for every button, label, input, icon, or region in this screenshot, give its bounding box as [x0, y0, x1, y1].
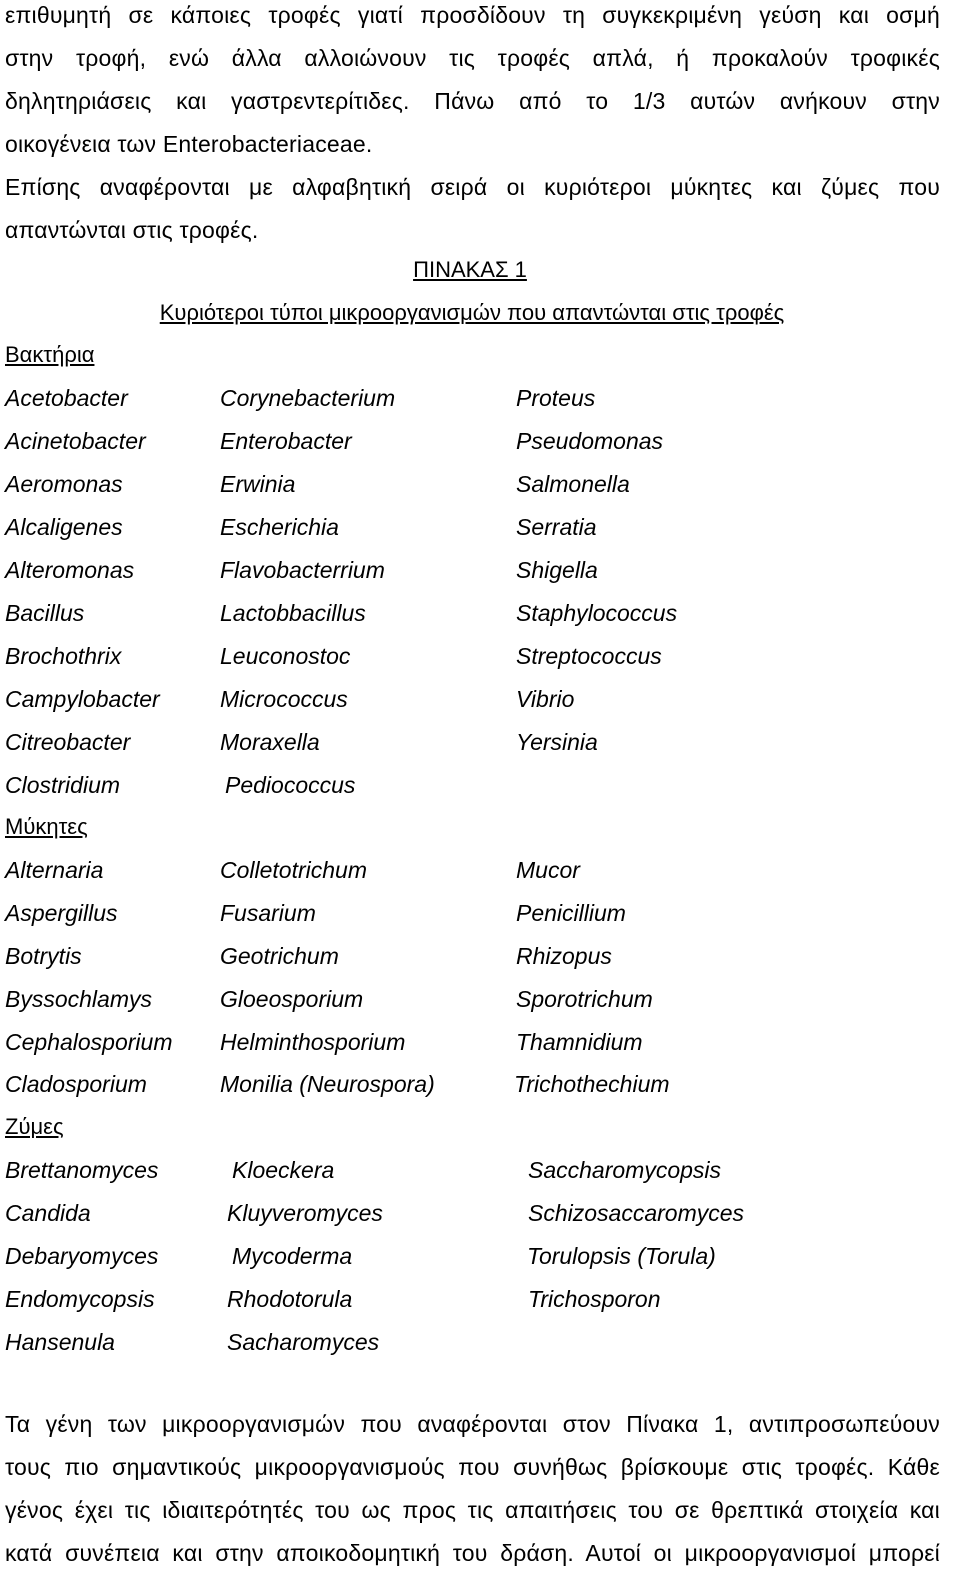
section-heading-yeasts: Ζύμες: [5, 1114, 64, 1139]
section-heading-bacteria: Βακτήρια: [5, 342, 95, 367]
table-cell: Endomycopsis: [5, 1286, 155, 1312]
table-cell: Kloeckera: [232, 1157, 335, 1183]
table-cell: Brettanomyces: [5, 1157, 159, 1183]
table-row: [5, 1284, 945, 1314]
table-cell: Vibrio: [516, 686, 575, 712]
table-cell: Salmonella: [516, 471, 630, 497]
table-row: [5, 641, 945, 671]
table-cell: Proteus: [516, 385, 596, 411]
table-cell: Sacharomyces: [227, 1329, 380, 1355]
table-cell: Colletotrichum: [220, 857, 367, 883]
table-cell: Thamnidium: [516, 1029, 643, 1055]
table-row: [5, 898, 945, 928]
table-row: [5, 512, 945, 542]
table-cell: Cephalosporium: [5, 1029, 173, 1055]
table-cell: Leuconostoc: [220, 643, 351, 669]
table-row: [5, 1155, 945, 1185]
table-cell: Geotrichum: [220, 943, 339, 969]
table-cell: Gloeosporium: [220, 986, 364, 1012]
table-cell: Acetobacter: [5, 385, 128, 411]
table-title: ΠΙΝΑΚΑΣ 1: [413, 257, 527, 282]
table-cell: Staphylococcus: [516, 600, 678, 626]
table-cell: Clostridium: [5, 772, 121, 798]
table-cell: Botrytis: [5, 943, 82, 969]
table-cell: Corynebacterium: [220, 385, 396, 411]
table-cell: Bacillus: [5, 600, 85, 626]
outro-line: τους πιο σημαντικούς μικροοργανισμούς που συνήθως βρίσκουμε στις τροφές. Κάθε: [5, 1454, 940, 1480]
table-cell: Aeromonas: [5, 471, 123, 497]
table-cell: Cladosporium: [5, 1071, 147, 1097]
table-row: [5, 1241, 945, 1271]
table-cell: Moraxella: [220, 729, 320, 755]
table-cell: Escherichia: [220, 514, 339, 540]
table-cell: Penicillium: [516, 900, 626, 926]
outro-line: Τα γένη των μικροοργανισμών που αναφέρονται στον Πίνακα 1, αντιπροσωπεύουν: [5, 1411, 940, 1437]
table-row: [5, 684, 945, 714]
outro-line: κατά συνέπεια και στην αποικοδομητική του δράση. Αυτοί οι μικροοργανισμοί μπορεί: [5, 1540, 940, 1566]
table-cell: Acinetobacter: [5, 428, 146, 454]
table-row: [5, 598, 945, 628]
table-subtitle: Κυριότεροι τύποι μικροοργανισμών που απαντώνται στις τροφές: [159, 300, 785, 325]
table-cell: Shigella: [516, 557, 598, 583]
table-cell: Enterobacter: [220, 428, 352, 454]
table-cell: Streptococcus: [516, 643, 662, 669]
table-cell: Candida: [5, 1200, 91, 1226]
table-cell: Lactobbacillus: [220, 600, 366, 626]
table-row: [5, 1027, 945, 1057]
intro-line: απαντώνται στις τροφές.: [5, 217, 259, 243]
table-cell: Alcaligenes: [5, 514, 123, 540]
table-cell: Pediococcus: [225, 772, 356, 798]
table-cell: Trichothechium: [514, 1071, 670, 1097]
table-cell: Schizosaccaromyces: [528, 1200, 745, 1226]
table-row: [5, 727, 945, 757]
table-cell: Fusarium: [220, 900, 316, 926]
intro-line: δηλητηριάσεις και γαστρεντερίτιδες. Πάνω από το 1/3 αυτών ανήκουν στην: [5, 88, 940, 114]
table-cell: Hansenula: [5, 1329, 115, 1355]
intro-paragraph: [5, 0, 940, 252]
table-row: [5, 555, 945, 585]
table-row: [5, 941, 945, 971]
table-cell: Alteromonas: [5, 557, 135, 583]
table-cell: Rhodotorula: [227, 1286, 353, 1312]
table-cell: Erwinia: [220, 471, 296, 497]
table-row: [5, 1327, 945, 1357]
table-cell: Serratia: [516, 514, 597, 540]
table-cell: Helminthosporium: [220, 1029, 406, 1055]
table-row: [5, 855, 945, 885]
table-cell: Aspergillus: [5, 900, 118, 926]
table-cell: Flavobacterrium: [220, 557, 385, 583]
table-cell: Brochothrix: [5, 643, 122, 669]
table-cell: Pseudomonas: [516, 428, 664, 454]
table-cell: Mucor: [516, 857, 580, 883]
table-cell: Citreobacter: [5, 729, 131, 755]
intro-line: στην τροφή, ενώ άλλα αλλοιώνουν τις τροφές απλά, ή προκαλούν τροφικές: [5, 45, 940, 71]
table-cell: Trichosporon: [528, 1286, 661, 1312]
table-row: [5, 426, 945, 456]
section-heading-fungi: Μύκητες: [5, 814, 88, 839]
table-cell: Yersinia: [516, 729, 598, 755]
table-row: [5, 770, 945, 800]
intro-line: οικογένεια των Enterobacteriaceae.: [5, 131, 373, 157]
table-row: [5, 1069, 945, 1099]
table-cell: Alternaria: [5, 857, 104, 883]
table-row: [5, 383, 945, 413]
table-cell: Mycoderma: [232, 1243, 353, 1269]
table-cell: Torulopsis (Torula): [527, 1243, 716, 1269]
outro-line: γένος έχει τις ιδιαιτερότητές του ως προς τις απαιτήσεις του σε θρεπτικά στοιχεία και: [5, 1497, 940, 1523]
table-cell: Micrococcus: [220, 686, 348, 712]
table-cell: Saccharomycopsis: [528, 1157, 722, 1183]
table-cell: Debaryomyces: [5, 1243, 159, 1269]
table-cell: Kluyveromyces: [227, 1200, 383, 1226]
table-cell: Rhizopus: [516, 943, 612, 969]
table-row: [5, 984, 945, 1014]
intro-line: Επίσης αναφέρονται με αλφαβητική σειρά οι κυριότεροι μύκητες και ζύμες που: [5, 174, 940, 200]
table-cell: Sporotrichum: [516, 986, 653, 1012]
intro-line: επιθυμητή σε κάποιες τροφές γιατί προσδίδουν τη συγκεκριμένη γεύση και οσμή: [5, 2, 940, 28]
table-cell: Byssochlamys: [5, 986, 152, 1012]
outro-paragraph: [5, 1403, 940, 1575]
table-row: [5, 1198, 945, 1228]
table-cell: Monilia (Neurospora): [220, 1071, 435, 1097]
table-row: [5, 469, 945, 499]
table-cell: Campylobacter: [5, 686, 160, 712]
